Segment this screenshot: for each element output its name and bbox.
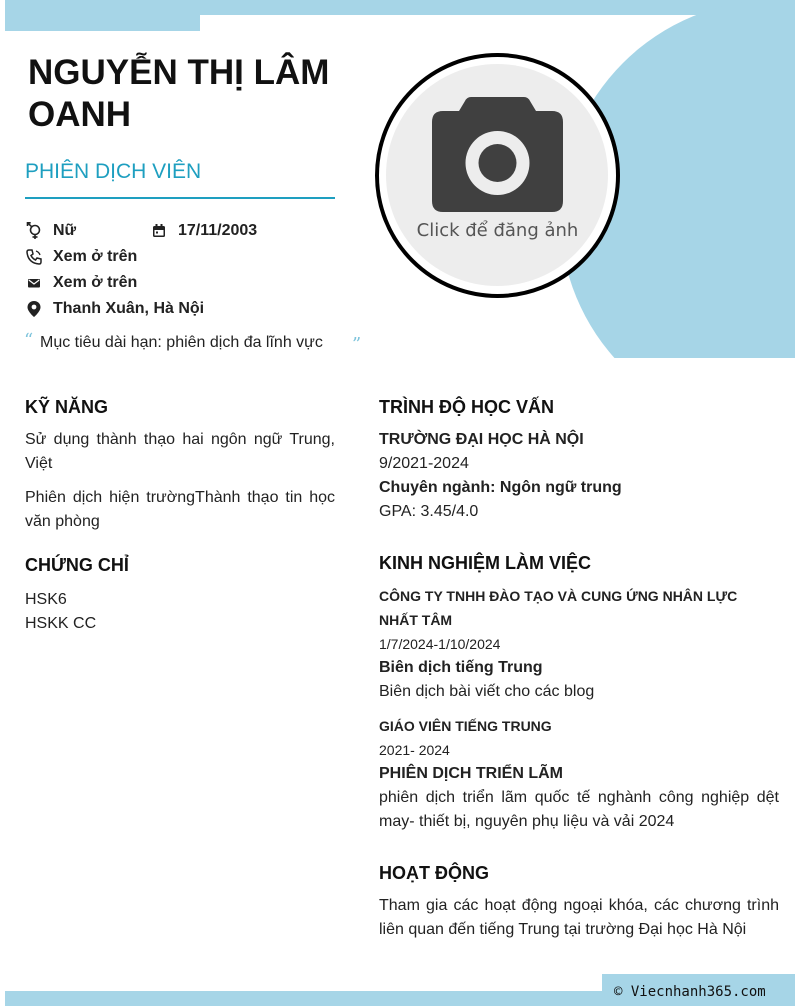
email-row	[25, 274, 137, 292]
address-value: Thanh Xuân, Hà Nội	[53, 300, 205, 317]
certificate-item: HSKK CC	[25, 615, 97, 632]
activities-heading: HOẠT ĐỘNG	[379, 863, 489, 883]
candidate-name: NGUYỄN THỊ LÂM OANH	[28, 53, 330, 134]
quote-open-mark: “	[24, 330, 34, 351]
gender-value: Nữ	[53, 222, 77, 239]
gender-icon	[25, 222, 43, 240]
birthdate-row	[150, 222, 257, 240]
education-gpa: GPA: 3.45/4.0	[379, 503, 479, 520]
email-icon	[25, 274, 43, 292]
job-company: GIÁO VIÊN TIẾNG TRUNG	[379, 718, 552, 734]
certificates-heading: CHỨNG CHỈ	[25, 555, 129, 575]
location-pin-icon	[25, 300, 43, 318]
skill-item: Sử dụng thành thạo hai ngôn ngữ Trung, Việt	[25, 431, 335, 472]
job-title: PHIÊN DỊCH VIÊN	[25, 160, 202, 183]
camera-icon[interactable]	[431, 97, 564, 213]
phone-icon	[25, 248, 43, 266]
calendar-icon	[150, 222, 168, 240]
career-objective: Mục tiêu dài hạn: phiên dịch đa lĩnh vực	[40, 334, 323, 351]
phone-value: Xem ở trên	[53, 248, 138, 265]
job-role: PHIÊN DỊCH TRIỂN LÃM	[379, 765, 563, 782]
job-period: 2021- 2024	[379, 742, 450, 758]
education-heading: TRÌNH ĐỘ HỌC VẤN	[379, 397, 554, 417]
skill-item: Phiên dịch hiện trườngThành thạo tin học văn phòng	[25, 489, 335, 530]
job-description: Biên dịch bài viết cho các blog	[379, 683, 595, 700]
certificate-item: HSK6	[25, 591, 67, 608]
email-value: Xem ở trên	[53, 274, 138, 291]
gender-row	[25, 222, 76, 240]
photo-upload-label[interactable]: Click để đăng ảnh	[416, 220, 579, 241]
job-description: phiên dịch triển lãm quốc tế nghành công nghiệp dệt may- thiết bị, nguyên phụ liệu và vải 2024	[379, 789, 779, 830]
job-period: 1/7/2024-1/10/2024	[379, 636, 501, 652]
activities-text: Tham gia các hoạt động ngoại khóa, các chương trình liên quan đến tiếng Trung tại trường Đại học Hà Nội	[379, 897, 779, 938]
phone-row	[25, 248, 137, 266]
school-name: TRƯỜNG ĐẠI HỌC HÀ NỘI	[379, 431, 584, 448]
job-role: Biên dịch tiếng Trung	[379, 659, 543, 676]
education-period: 9/2021-2024	[379, 455, 469, 472]
address-row	[25, 300, 204, 318]
experience-heading: KINH NGHIỆM LÀM VIỆC	[379, 553, 592, 573]
education-major: Chuyên ngành: Ngôn ngữ trung	[379, 479, 622, 496]
birthdate-value: 17/11/2003	[178, 222, 258, 239]
top-left-decor-tab	[5, 0, 200, 31]
job-company: CÔNG TY TNHH ĐÀO TẠO VÀ CUNG ỨNG NHÂN LỰC NHẤT TÂM	[379, 588, 738, 628]
skills-heading: KỸ NĂNG	[25, 397, 109, 417]
footer-credit[interactable]: © Viecnhanh365.com	[614, 984, 766, 1000]
quote-close-mark: ”	[352, 334, 362, 355]
title-divider	[25, 197, 335, 199]
